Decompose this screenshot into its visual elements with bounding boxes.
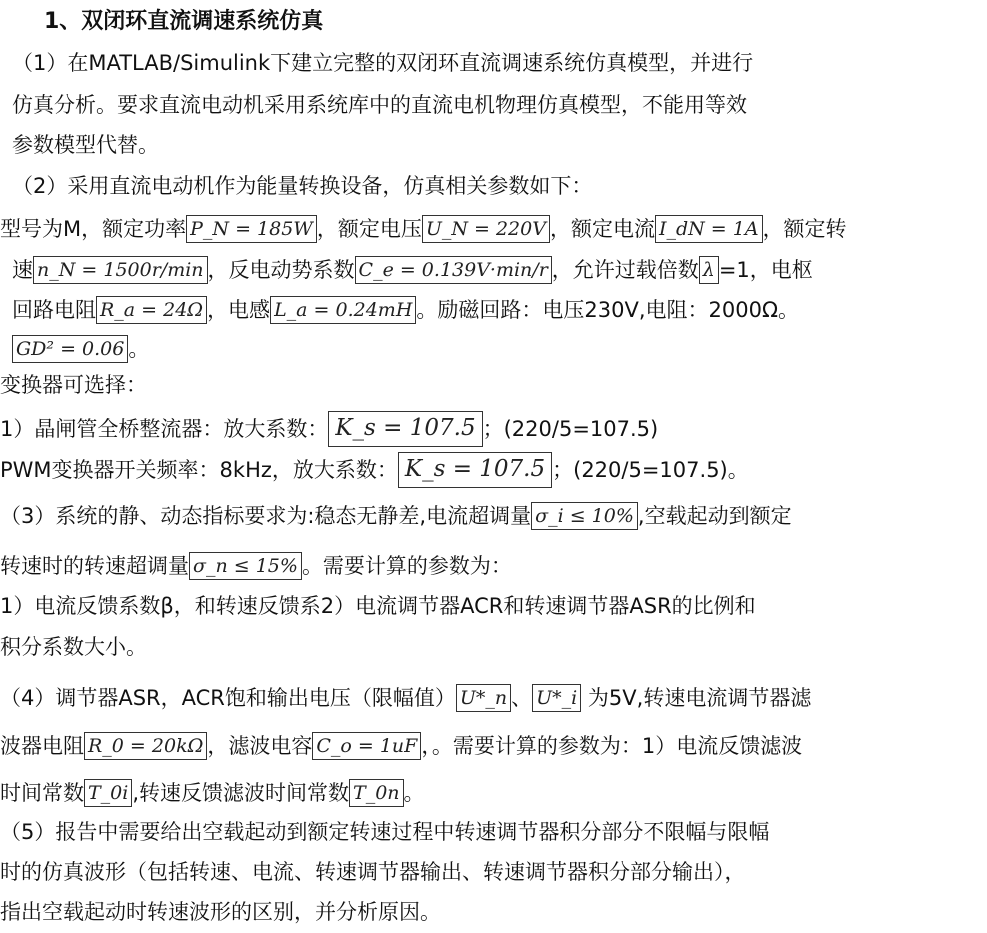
para2-line1: （2）采用直流电动机作为能量转换设备，仿真相关参数如下： <box>12 174 593 198</box>
section-title: 1、双闭环直流调速系统仿真 <box>44 9 324 34</box>
formula-gd2: GD² = 0.06 <box>12 335 128 363</box>
para2-line4: 回路电阻 R_a = 24Ω ，电感 L_a = 0.24mH 。励磁回路：电压230V,电阻：2000Ω。 <box>12 298 800 322</box>
para5-line1: （5）报告中需要给出空载起动到额定转速过程中转速调节器积分部分不限幅与限幅 <box>0 820 770 844</box>
para3-line1: （3）系统的静、动态指标要求为:稳态无静差,电流超调量 σ_i ≤ 10% ,空载起动到额定 <box>0 504 792 528</box>
para1-line3: 参数模型代替。 <box>12 133 159 157</box>
para3-line3: 1）电流反馈系数β，和转速反馈系2）电流调节器ACR和转速调节器ASR的比例和 <box>0 594 756 618</box>
formula-ks-pwm: K_s = 107.5 <box>398 452 552 488</box>
formula-rated-voltage: U_N = 220V <box>422 215 550 243</box>
para4-line2: 波器电阻 R_0 = 20kΩ ，滤波电容 C_o = 1uF ，。需要计算的参数为：1）电流反馈滤波 <box>0 734 803 758</box>
formula-current-filter-time: T_0i <box>84 779 132 807</box>
formula-acr-limit: U*_i <box>532 684 581 712</box>
para2-line8: PWM变换器开关频率：8kHz，放大系数： K_s = 107.5 ；(220/5=107.5)。 <box>0 449 749 489</box>
formula-rated-power: P_N = 185W <box>186 215 317 243</box>
para4-line1: （4）调节器ASR，ACR饱和输出电压（限幅值） U*_n 、 U*_i 为5V,转速电流调节器滤 <box>0 686 812 710</box>
formula-armature-inductance: L_a = 0.24mH <box>270 296 416 324</box>
formula-armature-resistance: R_a = 24Ω <box>96 296 207 324</box>
para2-line7: 1）晶闸管全桥整流器：放大系数： K_s = 107.5 ；(220/5=107.5) <box>0 408 658 448</box>
para5-line3: 指出空载起动时转速波形的区别，并分析原因。 <box>0 900 441 924</box>
para2-line5: GD² = 0.06 。 <box>12 331 149 365</box>
formula-filter-resistance: R_0 = 20kΩ <box>84 732 207 760</box>
para1-line1: （1）在MATLAB/Simulink下建立完整的双闭环直流调速系统仿真模型，并进行 <box>12 51 754 75</box>
para3-line2: 转速时的转速超调量 σ_n ≤ 15% 。需要计算的参数为： <box>0 554 512 578</box>
formula-overload-factor: λ <box>699 256 719 284</box>
formula-rated-current: I_dN = 1A <box>655 215 763 243</box>
formula-speed-overshoot: σ_n ≤ 15% <box>189 552 302 580</box>
formula-current-overshoot: σ_i ≤ 10% <box>531 502 638 530</box>
para2-line6: 变换器可选择： <box>0 373 147 397</box>
para3-line4: 积分系数大小。 <box>0 635 147 659</box>
formula-rated-speed: n_N = 1500r/min <box>33 256 208 284</box>
para1-line2: 仿真分析。要求直流电动机采用系统库中的直流电机物理仿真模型，不能用等效 <box>12 93 747 117</box>
para5-line2: 时的仿真波形（包括转速、电流、转速调节器输出、转速调节器积分部分输出）， <box>0 860 746 884</box>
para2-line3: 速 n_N = 1500r/min ，反电动势系数 C_e = 0.139V·min/r ，允许过载倍数 λ =1，电枢 <box>12 258 813 282</box>
formula-filter-capacitance: C_o = 1uF <box>312 732 421 760</box>
formula-asr-limit: U*_n <box>456 684 511 712</box>
formula-speed-filter-time: T_0n <box>349 779 404 807</box>
para4-line3: 时间常数 T_0i ,转速反馈滤波时间常数 T_0n 。 <box>0 781 425 805</box>
para2-line2: 型号为M，额定功率 P_N = 185W ，额定电压 U_N = 220V ，额定电流 I_dN = 1A ，额定转 <box>0 217 847 241</box>
formula-ks-thyristor: K_s = 107.5 <box>328 411 482 447</box>
formula-emf-coefficient: C_e = 0.139V·min/r <box>355 256 552 284</box>
